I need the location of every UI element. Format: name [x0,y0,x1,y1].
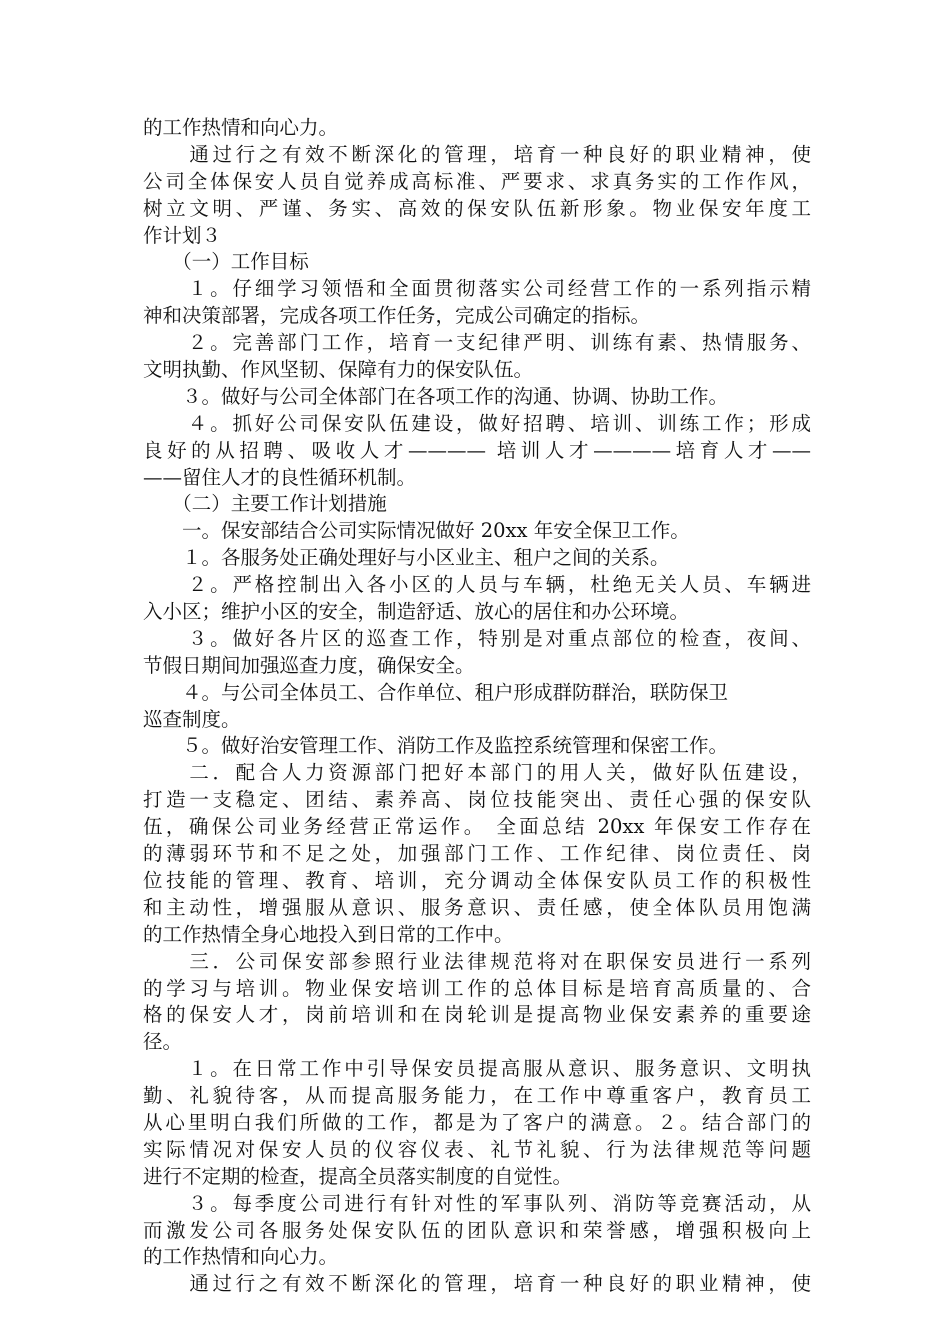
text-line: ３。每季度公司进行有针对性的军事队列、消防等竞赛活动，从 [143,1191,811,1215]
text-line: 二．配合人力资源部门把好本部门的用人关，做好队伍建设， [143,761,811,785]
text-line: １。在日常工作中引导保安员提高服从意识、服务意识、文明执 [143,1057,811,1081]
text-line: ４。抓好公司保安队伍建设，做好招聘、培训、训练工作；形成 [143,411,811,435]
text-line: 的工作热情和向心力。 [143,1245,339,1269]
text-line: 入小区；维护小区的安全，制造舒适、放心的居住和办公环境。 [143,600,690,624]
text-line: 公司全体保安人员自觉养成高标准、严要求、求真务实的工作作风， [143,169,811,193]
text-line: 节假日期间加强巡查力度，确保安全。 [143,653,475,677]
text-line: ５。做好治安管理工作、消防工作及监控系统管理和保密工作。 [143,734,729,758]
text-line: 树立文明、严谨、务实、高效的保安队伍新形象。物业保安年度工 [143,196,811,220]
text-line: 巡查制度。 [143,707,241,731]
text-line: （一）工作目标 [143,250,309,274]
text-line: 进行不定期的检查，提高全员落实制度的自觉性。 [143,1164,573,1188]
text-line: ３。做好与公司全体部门在各项工作的沟通、协调、协助工作。 [143,384,729,408]
text-line: （二）主要工作计划措施 [143,492,387,516]
text-line: 实际情况对保安人员的仪容仪表、礼节礼貌、行为法律规范等问题 [143,1137,811,1161]
text-line: 文明执勤、作风坚韧、保障有力的保安队伍。 [143,358,534,382]
document-body [143,115,811,1298]
text-line: ４。与公司全体员工、合作单位、租户形成群防群治，联防保卫 [143,680,729,704]
text-line: 三．公司保安部参照行业法律规范将对在职保安员进行一系列 [143,949,811,973]
text-line: 而激发公司各服务处保安队伍的团队意识和荣誉感，增强积极向上 [143,1218,811,1242]
text-line: 一。保安部结合公司实际情况做好 20xx 年安全保卫工作。 [143,519,690,543]
text-line: 的工作热情全身心地投入到日常的工作中。 [143,922,514,946]
text-line: 位技能的管理、教育、培训，充分调动全体保安队员工作的积极性 [143,868,811,892]
text-line: ２。严格控制出入各小区的人员与车辆，杜绝无关人员、车辆进 [143,573,811,597]
text-line: 通过行之有效不断深化的管理，培育一种良好的职业精神，使 [143,1272,811,1296]
text-line: ３。做好各片区的巡查工作，特别是对重点部位的检查，夜间、 [143,626,811,650]
text-line: １。仔细学习领悟和全面贯彻落实公司经营工作的一系列指示精 [143,277,811,301]
text-line: 从心里明白我们所做的工作，都是为了客户的满意。２。结合部门的 [143,1110,811,1134]
text-line: 的工作热情和向心力。 [143,116,339,139]
text-line: 径。 [143,1030,183,1054]
text-line: １。各服务处正确处理好与小区业主、租户之间的关系。 [143,546,670,570]
text-line: 通过行之有效不断深化的管理，培育一种良好的职业精神，使 [143,142,811,166]
text-line: 打造一支稳定、团结、素养高、岗位技能突出、责任心强的保安队 [143,788,811,812]
text-line: 作计划３ [143,223,222,247]
text-line: 伍，确保公司业务经营正常运作。 全面总结 20xx 年保安工作存在 [143,815,811,839]
text-line: 格的保安人才，岗前培训和在岗轮训是提高物业保安素养的重要途 [143,1003,811,1027]
text-line: 良好的从招聘、吸收人才———— 培训人才————培育人才—— [143,438,811,462]
text-line: 勤、礼貌待客，从而提高服务能力，在工作中尊重客户，教育员工 [143,1084,811,1108]
text-line: 的学习与培训。物业保安培训工作的总体目标是培育高质量的、合 [143,976,811,1000]
text-line: ２。完善部门工作，培育一支纪律严明、训练有素、热情服务、 [143,331,811,355]
text-line: 神和决策部署，完成各项工作任务，完成公司确定的指标。 [143,304,651,328]
text-line: 的薄弱环节和不足之处，加强部门工作、工作纪律、岗位责任、岗 [143,842,811,866]
text-line: ——留住人才的良性循环机制。 [143,465,417,489]
text-line: 和主动性，增强服从意识、服务意识、责任感，使全体队员用饱满 [143,895,811,919]
